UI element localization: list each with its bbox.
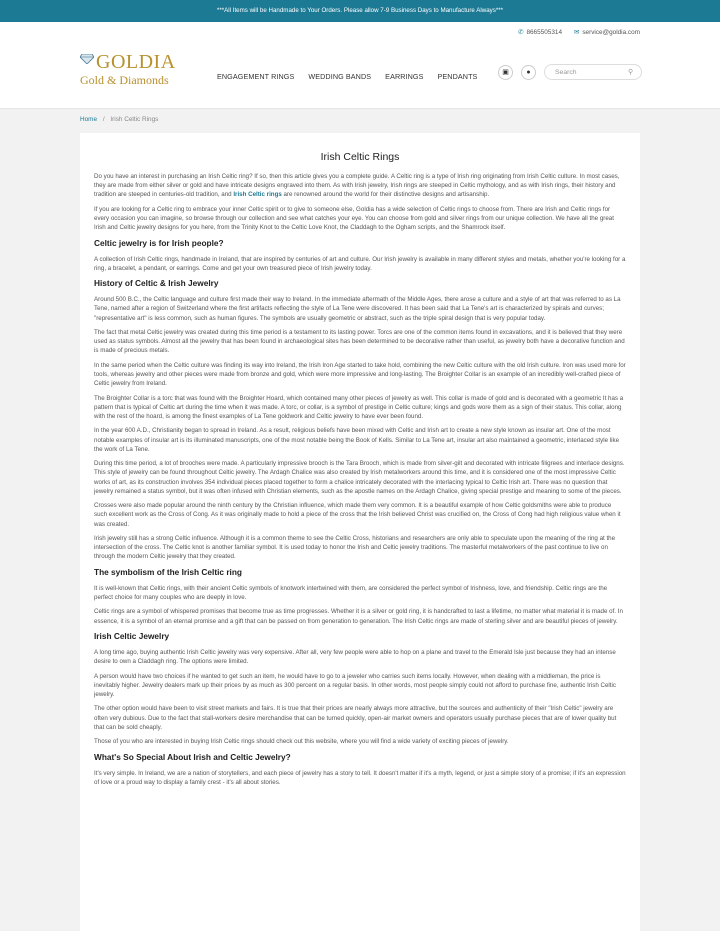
section-heading: History of Celtic & Irish Jewelry [94, 278, 219, 289]
article-paragraph: If you are looking for a Celtic ring to embrace your inner Celtic spirit or to give to someone else, Goldia has a wide selection of Celtic rings to choose from. There are Irish and Celtic rings for every occasion you can imagine, so browse through our collection and see what catches your eye. You can choose from gold and silver rings from our unique collection. We have all the great Irish and Celtic jewelry designs for you here, from the Trinity Knot to the Celtic Love Knot, the Claddagh to the Ogham scripts, and the Shamrock itself. [94, 205, 614, 232]
main-nav [217, 72, 477, 81]
article-paragraph: It is well-known that Celtic rings, with their ancient Celtic symbols of knotwork intertwined with them, are considered the perfect symbol of Irishness, love, and friendship. Celtic rings are the perfect choice for many couples who are deeply in love. [94, 584, 608, 601]
article-paragraph: A person would have two choices if he wanted to get such an item, he would have to go to a jeweler who carries such items locally. However, when dealing with a middleman, the price is inevitably higher. Jewelry dealers mark up their prices by as much as 300 percent on a regular basis. In other words, most people simply could not afford to purchase fine, authentic Irish Celtic jewelry. [94, 672, 616, 698]
cart-icon[interactable]: ▣ [498, 65, 513, 80]
article-paragraph: In the year 600 A.D., Christianity began to spread in Ireland. As a result, religious beliefs have been mixed with Celtic and Irish art to create a new style known as insular art. One of the most notable examples of insular art is its illuminated manuscripts, one of the most notable being the Book of Kells. Similar to La Tene art, insular art also maintained a geometric, interlaced style like the work of La Tene. [94, 427, 620, 453]
section-heading: The symbolism of the Irish Celtic ring [94, 566, 242, 577]
text-segment: are renowned around the world for their distinctive designs and artisanship. [281, 191, 490, 199]
promo-banner: ***All Items will be Handmade to Your Orders. Please allow 7-9 Business Days to Manufacture Always*** [0, 0, 720, 22]
breadcrumb-separator: / [102, 116, 105, 123]
article-paragraph: Irish jewelry still has a strong Celtic influence. Although it is a common theme to see the Celtic Cross, historians and researchers are only able to speculate upon the meaning of the ring at the intersection of the cross. The Celtic knot is another familiar symbol. It is used today to honor the Irish and Celtic jewelry traditions. The masterful metalworkers of the past continue to live on through the modern Celtic jewelry that they created. [94, 534, 616, 561]
article-paragraph: During this time period, a lot of brooches were made. A particularly impressive brooch is the Tara Brooch, which is made from silver-gilt and decorated with intricate filigrees and interlace designs. This style of jewelry can be found throughout Celtic jewelry. The Ardagh Chalice was also created by Irish metalworkers around this time, and it is considered one of the most impressive Celtic works of art, as its construction involves 354 individual pieces placed together to form a chalice intricately decorated with the interlacing typical to Celtic Irish art. There was no question that jewelry remained a status symbol, but it was often infused with Christian elements, such as the apostle names on the Ardagh Chalice, giving special prestige and meaning to some of the pieces. [94, 460, 625, 495]
article-paragraph: The fact that metal Celtic jewelry was created during this time period is a testament to its lasting power. Torcs are one of the common items found in excavations, and it is believed that they were used as status symbols. Almost all the jewelry that has been found in archaeological sites has been determined to be decorative rather than useful, as jewelry both have a decorative function and is made of precious metals. [94, 328, 625, 355]
envelope-icon: ✉ [574, 29, 580, 36]
phone-number: 8665505314 [526, 29, 562, 36]
user-icon[interactable]: ● [521, 65, 536, 80]
breadcrumb-home[interactable]: Home [80, 116, 98, 123]
article-paragraph: Celtic rings are a symbol of whispered promises that become true as time progresses. Whether it is a silver or gold ring, it is handcrafted to last a lifetime, no matter what material it is made of. In essence, it is a symbol of an eternal promise and a gift that can be passed on from generation to generation. The Irish Celtic rings are made of sterling silver and are beautiful pieces of jewelry. [94, 608, 623, 625]
article-paragraph: In the same period when the Celtic culture was finding its way into Ireland, the Irish Iron Age started to take hold, combining the new Celtic culture with the old Irish culture. Iron was used more for tools, whereas jewelry and other pieces were made from bronze and gold, which were more impressive and long-lasting. The Broighter Collar is an example of an incredibly well-crafted piece of Celtic jewelry from Ireland. [94, 361, 626, 388]
nav-earrings[interactable]: EARRINGS [385, 72, 424, 81]
phone-icon: ✆ [518, 29, 524, 36]
irish-celtic-rings-link[interactable]: Irish Celtic rings [233, 191, 282, 199]
article-card [80, 133, 640, 931]
article-paragraph [94, 172, 626, 200]
article-paragraph: A long time ago, buying authentic Irish Celtic jewelry was very expensive. After all, very few people were able to hop on a plane and travel to the Emerald Isle just because they had an intense desire to own a Claddagh ring. The options were limited. [94, 648, 616, 666]
nav-engagement-rings[interactable]: ENGAGEMENT RINGS [217, 72, 295, 81]
search-box [544, 64, 642, 80]
phone-link[interactable] [518, 28, 562, 36]
breadcrumb [0, 109, 720, 133]
article-paragraph: Crosses were also made popular around the ninth century by the Christian influence, which made them very common. It is a beautiful example of how Celtic goldsmiths were able to produce such excellent work as the Cross of Cong. As it was originally made to hold a piece of the cross that the Irish believed Christ was crucified on, the Cross of Cong had high religious value when it was created. [94, 502, 621, 528]
search-input[interactable] [553, 68, 627, 77]
article-paragraph: Those of you who are interested in buying Irish Celtic rings should check out this website, where you will find a wide variety of exciting pieces of jewelry. [94, 738, 509, 746]
section-heading: Celtic jewelry is for Irish people? [94, 237, 224, 248]
email-address: service@goldia.com [582, 29, 640, 36]
article-title: Irish Celtic Rings [320, 151, 400, 163]
search-icon[interactable]: ⚲ [628, 69, 633, 76]
text-segment: Do you have an interest in purchasing an Irish Celtic ring? If so, then this article gives you a complete guide. A Celtic ring is a type of Irish ring originating from Irish Celtic culture. In most cases, they are made from either silver or gold and have intricate designs engraved into them. As with Irish jewelry, Irish rings are steeped in Celtic mythology, and as with Irish rings, their history and tradition are steeped in centuries-old tradition, and [94, 173, 620, 199]
section-heading: What's So Special About Irish and Celtic Jewelry? [94, 751, 291, 762]
article-paragraph: Around 500 B.C., the Celtic language and culture first made their way to Ireland. In the immediate aftermath of the Middle Ages, there arose a culture and a style of art that was referred to as La Tene, named after a region of Switzerland where the first artifacts reflecting the style of La Tene were discovered. It has been said that La Tene's art is characterized by spirals and curves; "representative art" is less common, such as human figures. The symbols are usually geometric or abstract, such as the triple spiral design that is very popular today. [94, 296, 621, 322]
article-paragraph: The Broighter Collar is a torc that was found with the Broighter Hoard, which contained many other pieces of jewelry as well. This collar is made of gold and is decorated with a geometric It has a pattern that is typical of Celtic art during the time when it was made. A torc, or collar, is a symbol of prestige in Celtic culture; kings and gods wore them as a sign of their status. This collar, along with the rest of the hoard, is among the finest examples of La Tene goldwork and Celtic jewelry to have ever been found. [94, 394, 624, 420]
article-paragraph: A collection of Irish Celtic rings, handmade in Ireland, that are inspired by centuries of art and culture. Our Irish jewelry is available in many different styles and metals, whether you're looking for a ring, a bracelet, a pendant, or earrings. Come and get your own treasured piece of Irish jewelry today. [94, 255, 626, 272]
logo[interactable] [80, 52, 200, 87]
nav-wedding-bands[interactable]: WEDDING BANDS [308, 72, 372, 81]
email-link[interactable] [574, 28, 640, 36]
breadcrumb-current: Irish Celtic Rings [110, 116, 159, 123]
section-heading: Irish Celtic Jewelry [94, 630, 170, 641]
nav-pendants[interactable]: PENDANTS [437, 72, 478, 81]
site-header [0, 42, 720, 109]
logo-tagline: Gold & Diamonds [80, 73, 169, 87]
diamond-icon [80, 54, 94, 64]
article-paragraph: It's very simple. In Ireland, we are a nation of storytellers, and each piece of jewelry has a story to tell. It doesn't matter if it's a myth, legend, or just a simple story of a promise; if it's an expression of love or a proud way to display a family crest - it's all about stories. [94, 769, 626, 786]
contact-bar [0, 22, 720, 42]
header-actions [498, 64, 642, 80]
logo-name: GOLDIA [96, 51, 176, 73]
article-paragraph: The other option would have been to visit street markets and fairs. It is true that their prices are nearly always more attractive, but the sources and authenticity of their "Irish Celtic" jewelry are often very dubious. Due to the fact that stall-workers desire merchandise that can be turned quickly, open-air market owners and operators usually purchase pieces that are of lower quality but that can be sold cheaply. [94, 705, 617, 731]
